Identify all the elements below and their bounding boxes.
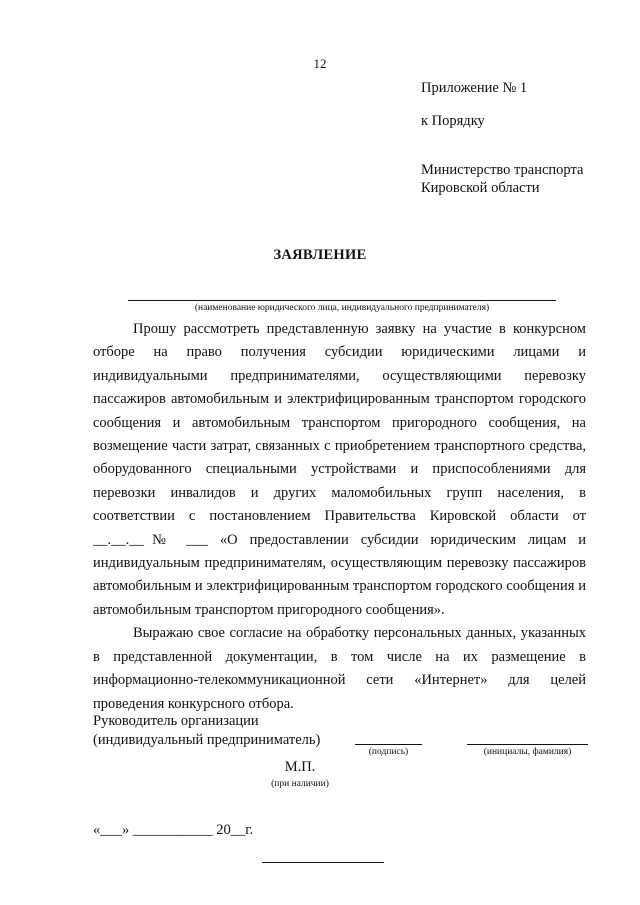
initials-caption: (инициалы, фамилия) — [483, 747, 572, 757]
appendix-reference: к Порядку — [421, 113, 485, 129]
applicant-name-line — [128, 300, 556, 301]
addressee-line-2: Кировской области — [421, 180, 540, 196]
date-line: «___» ___________ 20__г. — [93, 822, 254, 838]
application-body — [93, 318, 586, 716]
document-title: ЗАЯВЛЕНИЕ — [273, 247, 367, 263]
consent-paragraph: Выражаю свое согласие на обработку персональных данных, указанных в представленной документации, в том числе на их размещение в информационно-телекоммуникационной сети «Интернет» для целей проведения конкурсного отбора. — [93, 625, 586, 712]
page-number: 12 — [313, 56, 327, 71]
request-paragraph: Прошу рассмотреть представленную заявку на участие в конкурсном отборе на право получения субсидии юридическими лицами и индивидуальными предпринимателями, осуществляющими перевозку пассажиров автомобильным и электрифицированным транспортом городского сообщения и автомобильным транспортом пригородного сообщения, на возмещение части затрат, связанных с приобретением транспортного средства, оборудованного специальными устройствами и приспособлениями для перевозки инвалидов и других маломобильных групп населения, в соответствии с постановлением Правительства Кировской области от __.__.__№ ___ «О предоставлении субсидии юридическим лицам и индивидуальным предпринимателям, осуществляющим перевозку пассажиров автомобильным и электрифицированным транспортом городского сообщения и автомобильным транспортом пригородного сообщения». — [93, 321, 586, 618]
signature-caption: (подпись) — [368, 747, 409, 757]
signature-line — [355, 744, 422, 745]
appendix-title: Приложение № 1 — [421, 80, 528, 96]
initials-line — [467, 744, 588, 745]
signatory-role-line-1: Руководитель организации — [93, 713, 259, 729]
stamp-label: М.П. — [284, 759, 316, 775]
footer-line — [262, 862, 384, 863]
stamp-caption: (при наличии) — [271, 779, 329, 789]
applicant-name-caption: (наименование юридического лица, индивидуального предпринимателя) — [194, 303, 490, 313]
addressee-line-1: Министерство транспорта — [421, 162, 584, 178]
signatory-role-line-2: (индивидуальный предприниматель) — [93, 732, 321, 748]
